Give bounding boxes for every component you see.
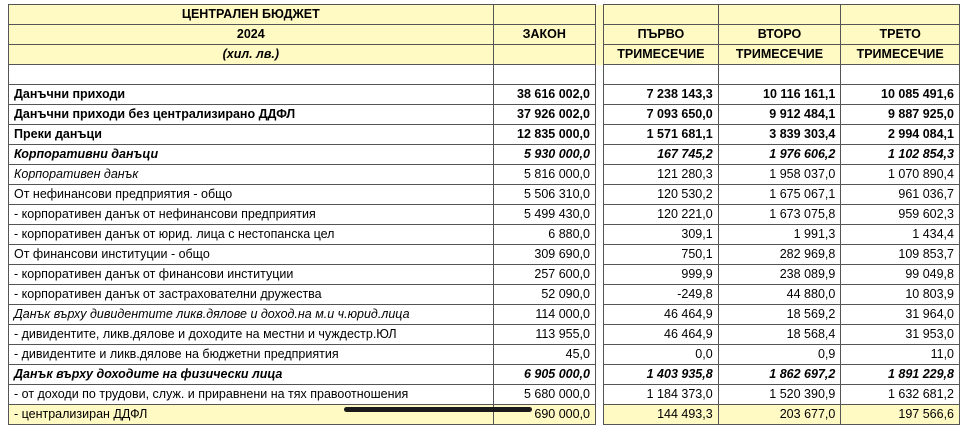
row-label: - корпоративен данък от застрахователни дружества bbox=[9, 285, 494, 305]
col-law-header: ЗАКОН bbox=[493, 25, 595, 45]
budget-table bbox=[8, 4, 960, 425]
q1-value: 1 571 681,1 bbox=[604, 125, 719, 145]
q3-value: 9 887 925,0 bbox=[841, 105, 960, 125]
law-value: 114 000,0 bbox=[493, 305, 595, 325]
header-row-2 bbox=[9, 25, 960, 45]
row-label: - корпоративен данък от финансови институции bbox=[9, 265, 494, 285]
q1-value: 7 238 143,3 bbox=[604, 85, 719, 105]
law-value: 5 930 000,0 bbox=[493, 145, 595, 165]
q3-value: 1 102 854,3 bbox=[841, 145, 960, 165]
q1-value: 1 184 373,0 bbox=[604, 385, 719, 405]
q3-value: 1 070 890,4 bbox=[841, 165, 960, 185]
q3-value: 31 964,0 bbox=[841, 305, 960, 325]
q2-value: 1 862 697,2 bbox=[718, 365, 841, 385]
row-label: Данък върху доходите на физически лица bbox=[9, 365, 494, 385]
table-body bbox=[9, 85, 960, 425]
table-row bbox=[9, 345, 960, 365]
q2-value: 1 976 606,2 bbox=[718, 145, 841, 165]
q2-value: 1 675 067,1 bbox=[718, 185, 841, 205]
q1-value: 144 493,3 bbox=[604, 405, 719, 425]
header-cell bbox=[604, 5, 719, 25]
q1-value: 1 403 935,8 bbox=[604, 365, 719, 385]
row-label: - корпоративен данък от нефинансови предприятия bbox=[9, 205, 494, 225]
q1-value: 0,0 bbox=[604, 345, 719, 365]
table-row bbox=[9, 165, 960, 185]
law-value: 6 905 000,0 bbox=[493, 365, 595, 385]
row-label: Данъчни приходи без централизирано ДДФЛ bbox=[9, 105, 494, 125]
q3-value: 961 036,7 bbox=[841, 185, 960, 205]
col-q1-subheader: ТРИМЕСЕЧИЕ bbox=[604, 45, 719, 65]
row-label: Данъчни приходи bbox=[9, 85, 494, 105]
horizontal-scrollbar[interactable] bbox=[344, 407, 532, 412]
table-row bbox=[9, 245, 960, 265]
q2-value: 282 969,8 bbox=[718, 245, 841, 265]
col-q3-subheader: ТРИМЕСЕЧИЕ bbox=[841, 45, 960, 65]
q1-value: 309,1 bbox=[604, 225, 719, 245]
table-row bbox=[9, 385, 960, 405]
header-cell bbox=[493, 45, 595, 65]
law-value: 5 499 430,0 bbox=[493, 205, 595, 225]
q1-value: 167 745,2 bbox=[604, 145, 719, 165]
table-row bbox=[9, 225, 960, 245]
table-row bbox=[9, 125, 960, 145]
q2-value: 1 520 390,9 bbox=[718, 385, 841, 405]
header-cell bbox=[841, 5, 960, 25]
q3-value: 2 994 084,1 bbox=[841, 125, 960, 145]
q2-value: 203 677,0 bbox=[718, 405, 841, 425]
law-value: 5 816 000,0 bbox=[493, 165, 595, 185]
q3-value: 1 632 681,2 bbox=[841, 385, 960, 405]
q2-value: 1 958 037,0 bbox=[718, 165, 841, 185]
col-q1-header: ПЪРВО bbox=[604, 25, 719, 45]
row-label: Преки данъци bbox=[9, 125, 494, 145]
header-row-1 bbox=[9, 5, 960, 25]
table-row bbox=[9, 305, 960, 325]
q3-value: 99 049,8 bbox=[841, 265, 960, 285]
q3-value: 11,0 bbox=[841, 345, 960, 365]
q2-value: 1 673 075,8 bbox=[718, 205, 841, 225]
row-label: От нефинансови предприятия - общо bbox=[9, 185, 494, 205]
q3-value: 1 891 229,8 bbox=[841, 365, 960, 385]
header-row-3 bbox=[9, 45, 960, 65]
q3-value: 10 085 491,6 bbox=[841, 85, 960, 105]
table-year: 2024 bbox=[9, 25, 494, 45]
row-label: Корпоративен данък bbox=[9, 165, 494, 185]
q2-value: 44 880,0 bbox=[718, 285, 841, 305]
table-row bbox=[9, 105, 960, 125]
table-unit: (хил. лв.) bbox=[9, 45, 494, 65]
q2-value: 1 991,3 bbox=[718, 225, 841, 245]
header-cell bbox=[493, 5, 595, 25]
law-value: 37 926 002,0 bbox=[493, 105, 595, 125]
law-value: 5 506 310,0 bbox=[493, 185, 595, 205]
row-label: - корпоративен данък от юрид. лица с нестопанска цел bbox=[9, 225, 494, 245]
q3-value: 197 566,6 bbox=[841, 405, 960, 425]
row-label: - дивидентите, ликв.дялове и доходите на местни и чуждестр.ЮЛ bbox=[9, 325, 494, 345]
row-label: - от доходи по трудови, служ. и приравнени на тях правоотношения bbox=[9, 385, 494, 405]
table-row bbox=[9, 85, 960, 105]
table-row bbox=[9, 145, 960, 165]
law-value: 45,0 bbox=[493, 345, 595, 365]
q3-value: 10 803,9 bbox=[841, 285, 960, 305]
q3-value: 31 953,0 bbox=[841, 325, 960, 345]
q1-value: 120 530,2 bbox=[604, 185, 719, 205]
table-row bbox=[9, 185, 960, 205]
table-row bbox=[9, 205, 960, 225]
q2-value: 3 839 303,4 bbox=[718, 125, 841, 145]
col-q2-header: ВТОРО bbox=[718, 25, 841, 45]
table-row bbox=[9, 365, 960, 385]
q1-value: 121 280,3 bbox=[604, 165, 719, 185]
q3-value: 959 602,3 bbox=[841, 205, 960, 225]
law-value: 6 880,0 bbox=[493, 225, 595, 245]
q1-value: 46 464,9 bbox=[604, 325, 719, 345]
law-value: 38 616 002,0 bbox=[493, 85, 595, 105]
law-value: 257 600,0 bbox=[493, 265, 595, 285]
row-label: - централизиран ДДФЛ bbox=[9, 405, 494, 425]
q2-value: 238 089,9 bbox=[718, 265, 841, 285]
table-row bbox=[9, 325, 960, 345]
q2-value: 18 568,4 bbox=[718, 325, 841, 345]
q1-value: 46 464,9 bbox=[604, 305, 719, 325]
row-label: - дивидентите и ликв.дялове на бюджетни предприятия bbox=[9, 345, 494, 365]
table-row bbox=[9, 265, 960, 285]
row-label: От финансови институции - общо bbox=[9, 245, 494, 265]
law-value: 52 090,0 bbox=[493, 285, 595, 305]
q1-value: 999,9 bbox=[604, 265, 719, 285]
header-cell bbox=[718, 5, 841, 25]
q2-value: 18 569,2 bbox=[718, 305, 841, 325]
q1-value: 120 221,0 bbox=[604, 205, 719, 225]
law-value: 113 955,0 bbox=[493, 325, 595, 345]
col-q2-subheader: ТРИМЕСЕЧИЕ bbox=[718, 45, 841, 65]
q2-value: 10 116 161,1 bbox=[718, 85, 841, 105]
q2-value: 0,9 bbox=[718, 345, 841, 365]
col-q3-header: ТРЕТО bbox=[841, 25, 960, 45]
q1-value: 7 093 650,0 bbox=[604, 105, 719, 125]
law-value: 12 835 000,0 bbox=[493, 125, 595, 145]
law-value: 309 690,0 bbox=[493, 245, 595, 265]
law-value: 5 680 000,0 bbox=[493, 385, 595, 405]
q1-value: -249,8 bbox=[604, 285, 719, 305]
q3-value: 1 434,4 bbox=[841, 225, 960, 245]
row-label: Корпоративни данъци bbox=[9, 145, 494, 165]
table-title: ЦЕНТРАЛЕН БЮДЖЕТ bbox=[9, 5, 494, 25]
law-value: 690 000,0 bbox=[493, 405, 595, 425]
row-label: Данък върху дивидентите ликв.дялове и доход.на м.и ч.юрид.лица bbox=[9, 305, 494, 325]
q3-value: 109 853,7 bbox=[841, 245, 960, 265]
q2-value: 9 912 484,1 bbox=[718, 105, 841, 125]
blank-row bbox=[9, 65, 960, 85]
q1-value: 750,1 bbox=[604, 245, 719, 265]
table-row bbox=[9, 285, 960, 305]
